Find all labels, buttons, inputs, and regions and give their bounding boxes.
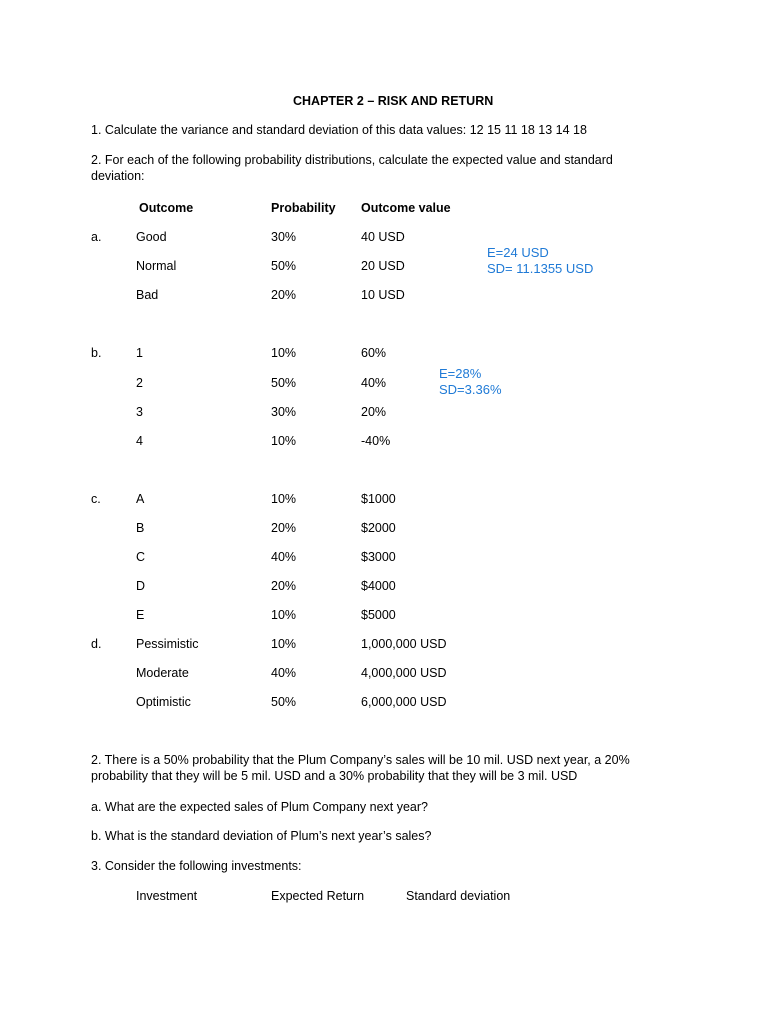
header-standard-deviation: Standard deviation (406, 889, 511, 903)
annotation-sd-b: SD=3.36% (439, 382, 502, 397)
table-cell-value: 1,000,000 USD (361, 637, 447, 651)
table-cell-probability: 50% (271, 376, 297, 390)
question-2-plum-a: a. What are the expected sales of Plum Company next year? (91, 800, 428, 814)
table-cell-value: $2000 (361, 521, 396, 535)
table-cell-probability: 40% (271, 666, 297, 680)
table-cell-value: 40% (361, 376, 387, 390)
table-cell-value: -40% (361, 434, 391, 448)
table-cell-outcome: C (136, 550, 146, 564)
chapter-title: CHAPTER 2 – RISK AND RETURN (293, 94, 494, 108)
table-cell-outcome: A (136, 492, 145, 506)
table-cell-value: 40 USD (361, 230, 405, 244)
table-cell-probability: 10% (271, 608, 297, 622)
table-cell-value: 4,000,000 USD (361, 666, 447, 680)
table-cell-probability: 40% (271, 550, 297, 564)
table-cell-outcome: Normal (136, 259, 177, 273)
annotation-expected-b: E=28% (439, 366, 482, 381)
header-investment: Investment (136, 889, 198, 903)
table-cell-value: $5000 (361, 608, 396, 622)
table-cell-value: 6,000,000 USD (361, 695, 447, 709)
group-label-d: d. (91, 637, 102, 651)
table-cell-value: 10 USD (361, 288, 405, 302)
table-cell-value: 20% (361, 405, 387, 419)
header-expected-return: Expected Return (271, 889, 365, 903)
question-2-plum: 2. There is a 50% probability that the Plum Company’s sales will be 10 mil. USD next year, a 20% probability that they will be 5 mil. USD and a 30% probability that they will be 3 mil. USD (91, 753, 630, 783)
table-cell-outcome: Optimistic (136, 695, 191, 709)
table-cell-value: $3000 (361, 550, 396, 564)
table-cell-probability: 30% (271, 230, 297, 244)
table-cell-outcome: Moderate (136, 666, 189, 680)
question-2-intro: 2. For each of the following probability distributions, calculate the expected value and standard deviation: (91, 153, 613, 183)
table-cell-outcome: Bad (136, 288, 159, 302)
table-cell-outcome: 4 (136, 434, 143, 448)
table-cell-probability: 20% (271, 288, 297, 302)
table-cell-value: 20 USD (361, 259, 405, 273)
group-label-a: a. (91, 230, 102, 244)
table-cell-value: 60% (361, 346, 387, 360)
header-outcome: Outcome (139, 201, 194, 215)
table-cell-probability: 20% (271, 521, 297, 535)
table-cell-probability: 50% (271, 695, 297, 709)
table-cell-probability: 50% (271, 259, 297, 273)
table-cell-outcome: 3 (136, 405, 143, 419)
table-cell-outcome: D (136, 579, 146, 593)
annotation-sd-a: SD= 11.1355 USD (487, 261, 594, 276)
table-cell-outcome: B (136, 521, 145, 535)
table-cell-probability: 10% (271, 492, 297, 506)
table-cell-outcome: E (136, 608, 145, 622)
header-outcome-value: Outcome value (361, 201, 451, 215)
table-cell-probability: 30% (271, 405, 297, 419)
table-cell-value: $4000 (361, 579, 396, 593)
table-cell-outcome: 1 (136, 346, 143, 360)
table-cell-outcome: Good (136, 230, 167, 244)
question-1: 1. Calculate the variance and standard deviation of this data values: 12 15 11 18 13 14 18 (91, 123, 587, 137)
annotation-expected-a: E=24 USD (487, 245, 549, 260)
question-3: 3. Consider the following investments: (91, 859, 302, 873)
question-2-plum-b: b. What is the standard deviation of Plum’s next year’s sales? (91, 829, 432, 843)
table-cell-probability: 10% (271, 346, 297, 360)
table-cell-value: $1000 (361, 492, 396, 506)
table-cell-probability: 20% (271, 579, 297, 593)
table-cell-outcome: 2 (136, 376, 143, 390)
header-probability: Probability (271, 201, 336, 215)
table-cell-probability: 10% (271, 434, 297, 448)
table-cell-outcome: Pessimistic (136, 637, 199, 651)
table-cell-probability: 10% (271, 637, 297, 651)
group-label-b: b. (91, 346, 102, 360)
group-label-c: c. (91, 492, 101, 506)
